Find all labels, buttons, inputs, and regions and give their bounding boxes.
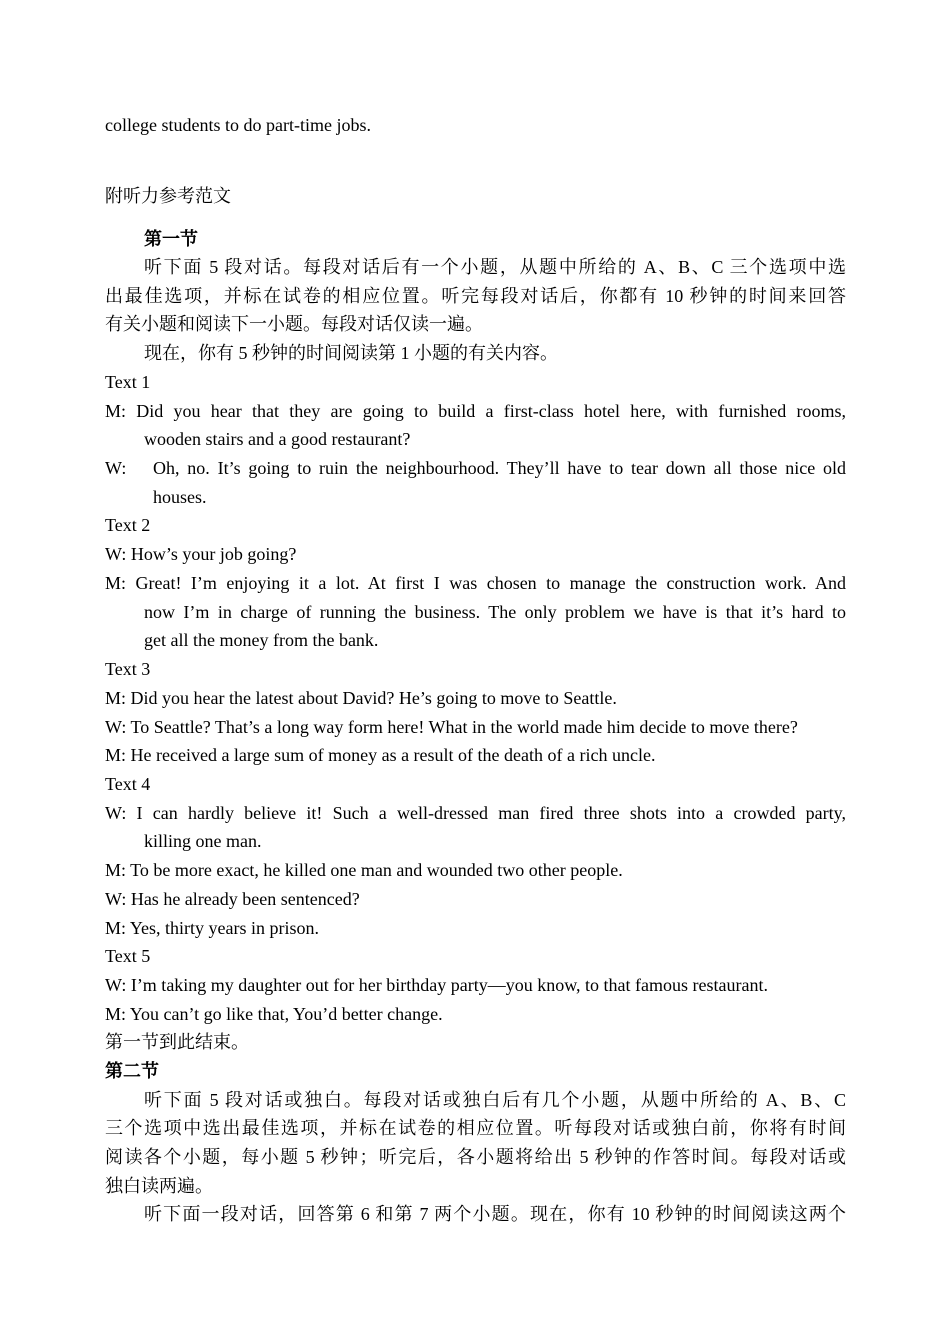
dialogue-line: now I’m in charge of running the business. The only problem we have is that it’s hard to: [144, 602, 846, 622]
section1-instructions: 听下面 5 段对话。每段对话后有一个小题，从题中所给的 A、B、C 三个选项中选: [144, 257, 846, 277]
dialogue-line: houses.: [153, 487, 207, 507]
dialogue-line: W: Has he already been sentenced?: [105, 889, 360, 909]
dialogue-line: M: He received a large sum of money as a result of the death of a rich uncle.: [105, 745, 656, 765]
section1-instructions: 现在，你有 5 秒钟的时间阅读第 1 小题的有关内容。: [144, 343, 558, 363]
section1-title: 第一节: [144, 229, 198, 249]
text5-heading: Text 5: [105, 946, 151, 966]
section1-instructions: 出最佳选项，并标在试卷的相应位置。听完每段对话后，你都有 10 秒钟的时间来回答: [105, 286, 846, 306]
dialogue-line: W: How’s your job going?: [105, 544, 297, 564]
section2-instructions: 阅读各个小题，每小题 5 秒钟；听完后，各小题将给出 5 秒钟的作答时间。每段对话或: [105, 1147, 846, 1167]
section2-instructions: 听下面一段对话，回答第 6 和第 7 两个小题。现在，你有 10 秒钟的时间阅读这两个: [144, 1204, 846, 1224]
dialogue-speaker: W:: [105, 458, 127, 478]
dialogue-line: M: Did you hear the latest about David? He’s going to move to Seattle.: [105, 688, 617, 708]
text3-heading: Text 3: [105, 659, 151, 679]
appendix-title: 附听力参考范文: [105, 186, 231, 206]
text1-heading: Text 1: [105, 372, 151, 392]
dialogue-line: M: Did you hear that they are going to build a first-class hotel here, with furnished rooms,: [105, 401, 846, 421]
dialogue-line: M: Yes, thirty years in prison.: [105, 918, 320, 938]
section2-title: 第二节: [105, 1061, 159, 1081]
dialogue-line: M: To be more exact, he killed one man and wounded two other people.: [105, 860, 623, 880]
section2-instructions: 听下面 5 段对话或独白。每段对话或独白后有几个小题，从题中所给的 A、B、C: [144, 1090, 846, 1110]
dialogue-line: wooden stairs and a good restaurant?: [144, 429, 411, 449]
text-line: college students to do part-time jobs.: [105, 115, 371, 135]
section2-instructions: 独白读两遍。: [105, 1176, 213, 1196]
section1-end: 第一节到此结束。: [105, 1032, 249, 1052]
dialogue-line: M: You can’t go like that, You’d better change.: [105, 1004, 443, 1024]
text4-heading: Text 4: [105, 774, 151, 794]
dialogue-line: W: I can hardly believe it! Such a well-dressed man fired three shots into a crowded party,: [105, 803, 846, 823]
section1-instructions: 有关小题和阅读下一小题。每段对话仅读一遍。: [105, 314, 483, 334]
dialogue-line: get all the money from the bank.: [144, 630, 379, 650]
dialogue-line: M: Great! I’m enjoying it a lot. At first I was chosen to manage the construction work. And: [105, 573, 846, 593]
section2-instructions: 三个选项中选出最佳选项，并标在试卷的相应位置。听每段对话或独白前，你将有时间: [105, 1118, 846, 1138]
text2-heading: Text 2: [105, 515, 151, 535]
dialogue-line: W: I’m taking my daughter out for her birthday party—you know, to that famous restaurant.: [105, 975, 768, 995]
dialogue-line: killing one man.: [144, 831, 262, 851]
dialogue-line: W: To Seattle? That’s a long way form here! What in the world made him decide to move there?: [105, 717, 798, 737]
dialogue-line: Oh, no. It’s going to ruin the neighbourhood. They’ll have to tear down all those nice old: [153, 458, 846, 478]
